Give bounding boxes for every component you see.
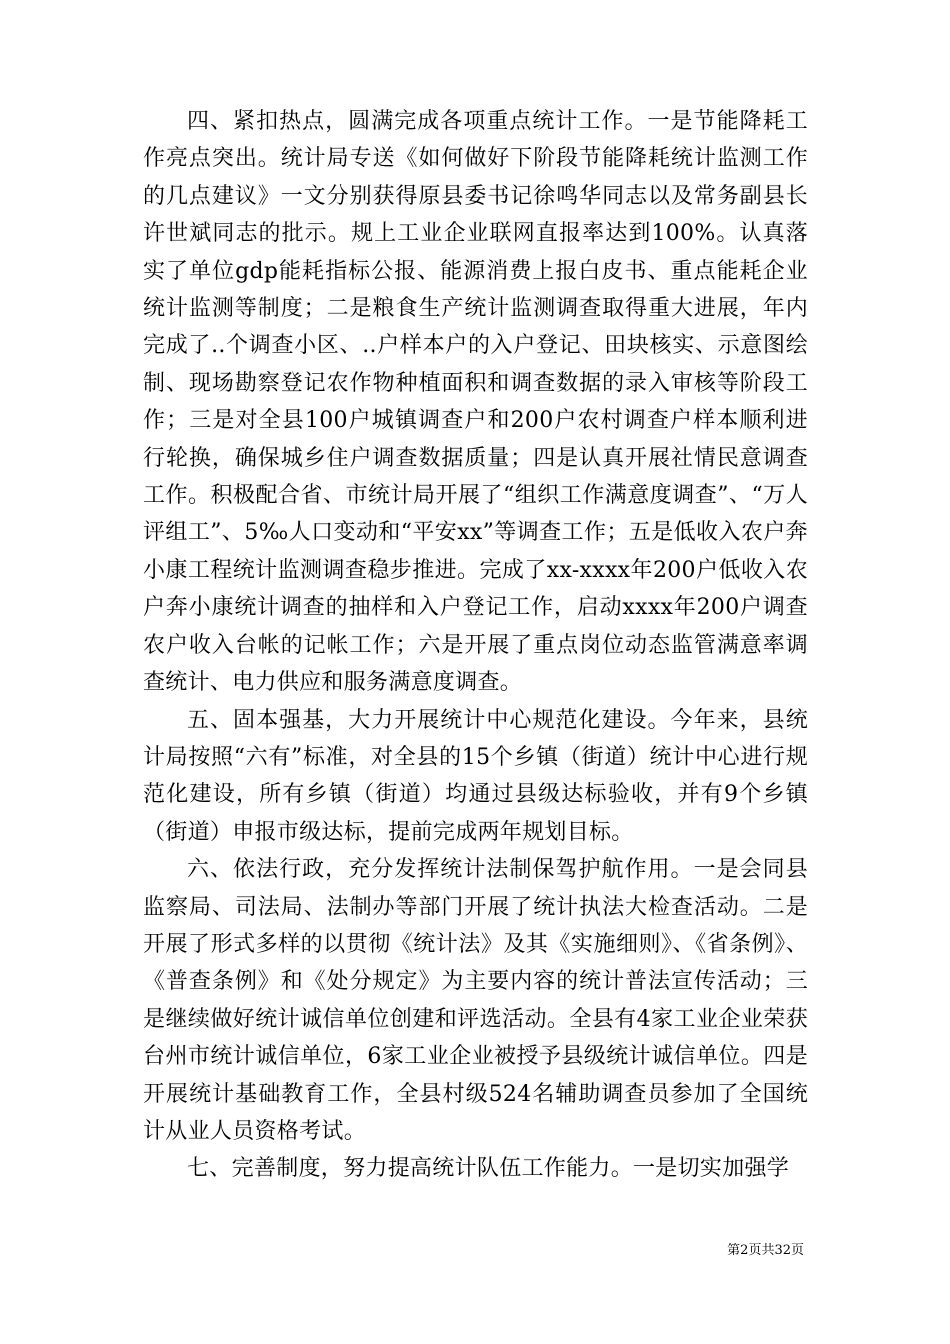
paragraph-section-7: 七、完善制度，努力提高统计队伍工作能力。一是切实加强学 xyxy=(187,1156,790,1182)
paragraph-section-5: 五、固本强基，大力开展统计中心规范化建设。今年来，县统计局按照“六有”标准，对全县的15个乡镇（街道）统计中心进行规范化建设，所有乡镇（街道）均通过县级达标验收，并有9个乡镇（街道）申报市级达标，提前完成两年规划目标。 xyxy=(143,707,808,845)
document-body xyxy=(143,103,808,1188)
paragraph-section-6: 六、依法行政，充分发挥统计法制保驾护航作用。一是会同县监察局、司法局、法制办等部门开展了统计执法大检查活动。二是开展了形式多样的以贯彻《统计法》及其《实施细则》、《省条例》、《普查条例》和《处分规定》为主要内容的统计普法宣传活动；三是继续做好统计诚信单位创建和评选活动。全县有4家工业企业荣获台州市统计诚信单位，6家工业企业被授予县级统计诚信单位。四是开展统计基础教育工作，全县村级524名辅助调查员参加了全国统计从业人员资格考试。 xyxy=(143,857,808,1144)
page-number-footer: 第2页共32页 xyxy=(727,1243,804,1258)
paragraph-section-4: 四、紧扣热点，圆满完成各项重点统计工作。一是节能降耗工作亮点突出。统计局专送《如何做好下阶段节能降耗统计监测工作的几点建议》一文分别获得原县委书记徐鸣华同志以及常务副县长许世斌同志的批示。规上工业企业联网直报率达到100%。认真落实了单位gdp能耗指标公报、能源消费上报白皮书、重点能耗企业统计监测等制度；二是粮食生产统计监测调查取得重大进展，年内完成了..个调查小区、..户样本户的入户登记、田块核实、示意图绘制、现场勘察登记农作物种植面积和调查数据的录入审核等阶段工作；三是对全县100户城镇调查户和200户农村调查户样本顺利进行轮换，确保城乡住户调查数据质量；四是认真开展社情民意调查工作。积极配合省、市统计局开展了“组织工作满意度调查”、“万人评组工”、5‰人口变动和“平安xx”等调查工作；五是低收入农户奔小康工程统计监测调查稳步推进。完成了xx-xxxx年200户低收入农户奔小康统计调查的抽样和入户登记工作，启动xxxx年200户调查农户收入台帐的记帐工作；六是开展了重点岗位动态监管满意率调查统计、电力供应和服务满意度调查。 xyxy=(143,109,808,696)
